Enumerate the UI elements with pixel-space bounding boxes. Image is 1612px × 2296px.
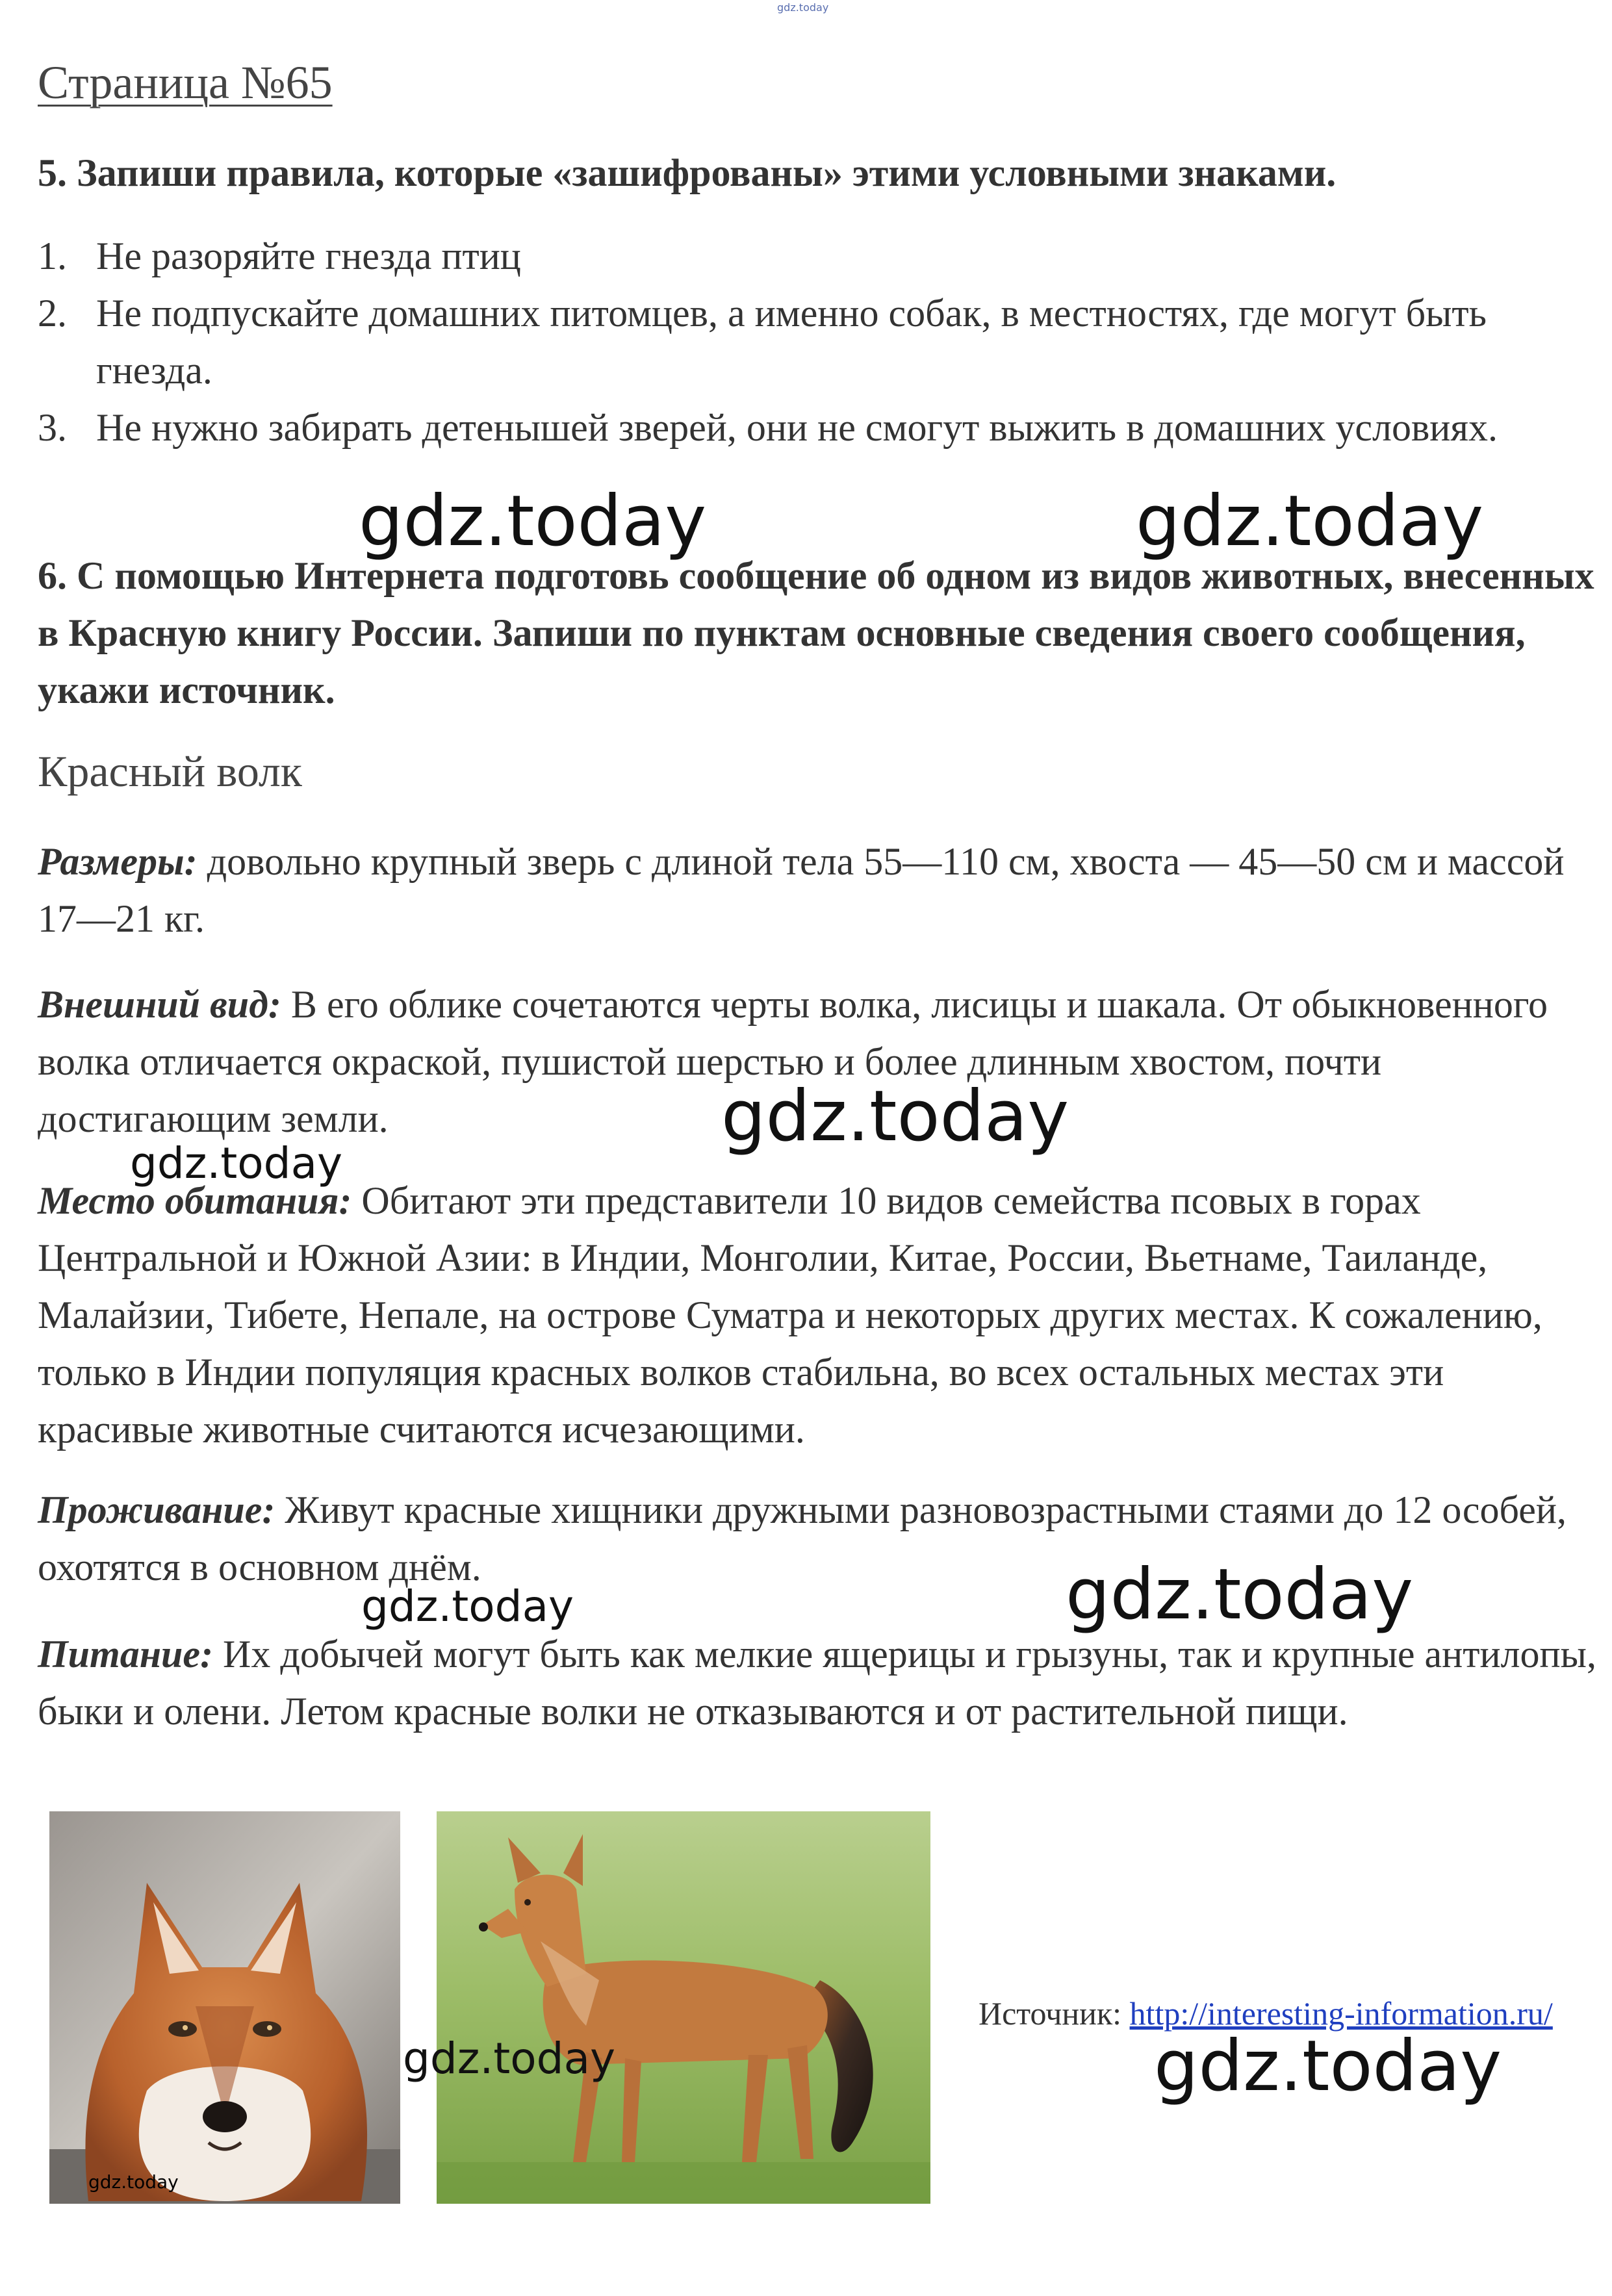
source-label: Источник:	[979, 1995, 1130, 2032]
list-item-number: 1.	[38, 235, 67, 277]
watermark: gdz.today	[1066, 1554, 1414, 1635]
section-text: Их добычей могут быть как мелкие ящерицы и грызуны, так и крупные антилопы, быки и олени. Летом красные волки не отказываются и от растительной пищи.	[38, 1633, 1596, 1733]
page-title: Страница №65	[38, 57, 333, 108]
watermark: gdz.today	[721, 1076, 1069, 1157]
list-item-text: Не подпускайте домашних питомцев, а именно собак, в местностях, где могут быть гнезда.	[96, 292, 1487, 392]
topic-title: Красный волк	[38, 746, 302, 796]
list-item-number: 3.	[38, 406, 67, 449]
section-label: Размеры:	[38, 840, 198, 883]
section-label: Место обитания:	[38, 1179, 352, 1222]
rules-list	[38, 227, 1571, 456]
watermark: gdz.today	[130, 1138, 343, 1188]
watermark: gdz.today	[359, 481, 707, 562]
list-item	[38, 227, 1571, 285]
section-text: довольно крупный зверь с длиной тела 55—110 см, хвоста — 45—50 см и массой 17—21 кг.	[38, 840, 1565, 940]
list-item	[38, 399, 1571, 456]
watermark: gdz.today	[1136, 481, 1484, 562]
task-6-heading: 6. С помощью Интернета подготовь сообщение об одном из видов животных, внесенных в Красную книгу России. Запиши по пунктам основные сведения своего сообщения, укажи источник.	[38, 554, 1594, 711]
photo-watermark: gdz.today	[88, 2171, 179, 2193]
section-habitat	[38, 1172, 1597, 1458]
top-watermark: gdz.today	[777, 1, 829, 14]
list-item	[38, 285, 1571, 399]
section-label: Проживание:	[38, 1488, 275, 1531]
list-item-number: 2.	[38, 292, 67, 335]
section-text: В его облике сочетаются черты волка, лисицы и шакала. От обыкновенного волка отличается окраской, пушистой шерстью и более длинным хвостом, почти достигающим земли.	[38, 983, 1548, 1140]
list-item-text: Не нужно забирать детенышей зверей, они не смогут выжить в домашних условиях.	[96, 406, 1498, 449]
section-text: Обитают эти представители 10 видов семейства псовых в горах Центральной и Южной Азии: в Индии, Монголии, Китае, России, Вьетнаме, Таиланде, Малайзии, Тибете, Непале, на острове Суматра и некоторых других местах. К сожалению, только в Индии популяция красных волков стабильна, во всех остальных местах эти красивые животные считаются исчезающими.	[38, 1179, 1542, 1451]
task-5-heading: 5. Запиши правила, которые «зашифрованы» этими условными знаками.	[38, 151, 1337, 194]
section-label: Внешний вид:	[38, 983, 281, 1026]
watermark: gdz.today	[361, 1581, 574, 1631]
watermark: gdz.today	[1154, 2026, 1502, 2107]
list-item-text: Не разоряйте гнезда птиц	[96, 235, 521, 277]
section-size	[38, 833, 1597, 947]
dhole-standing-photo	[437, 1811, 930, 2204]
dhole-face-photo	[49, 1811, 400, 2204]
section-label: Питание:	[38, 1633, 213, 1676]
section-text: Живут красные хищники дружными разновозрастными стаями до 12 особей, охотятся в основном днём.	[38, 1488, 1567, 1588]
source-link[interactable]: http://interesting-information.ru/	[1129, 1995, 1553, 2032]
watermark: gdz.today	[403, 2034, 616, 2084]
section-food	[38, 1626, 1597, 1740]
